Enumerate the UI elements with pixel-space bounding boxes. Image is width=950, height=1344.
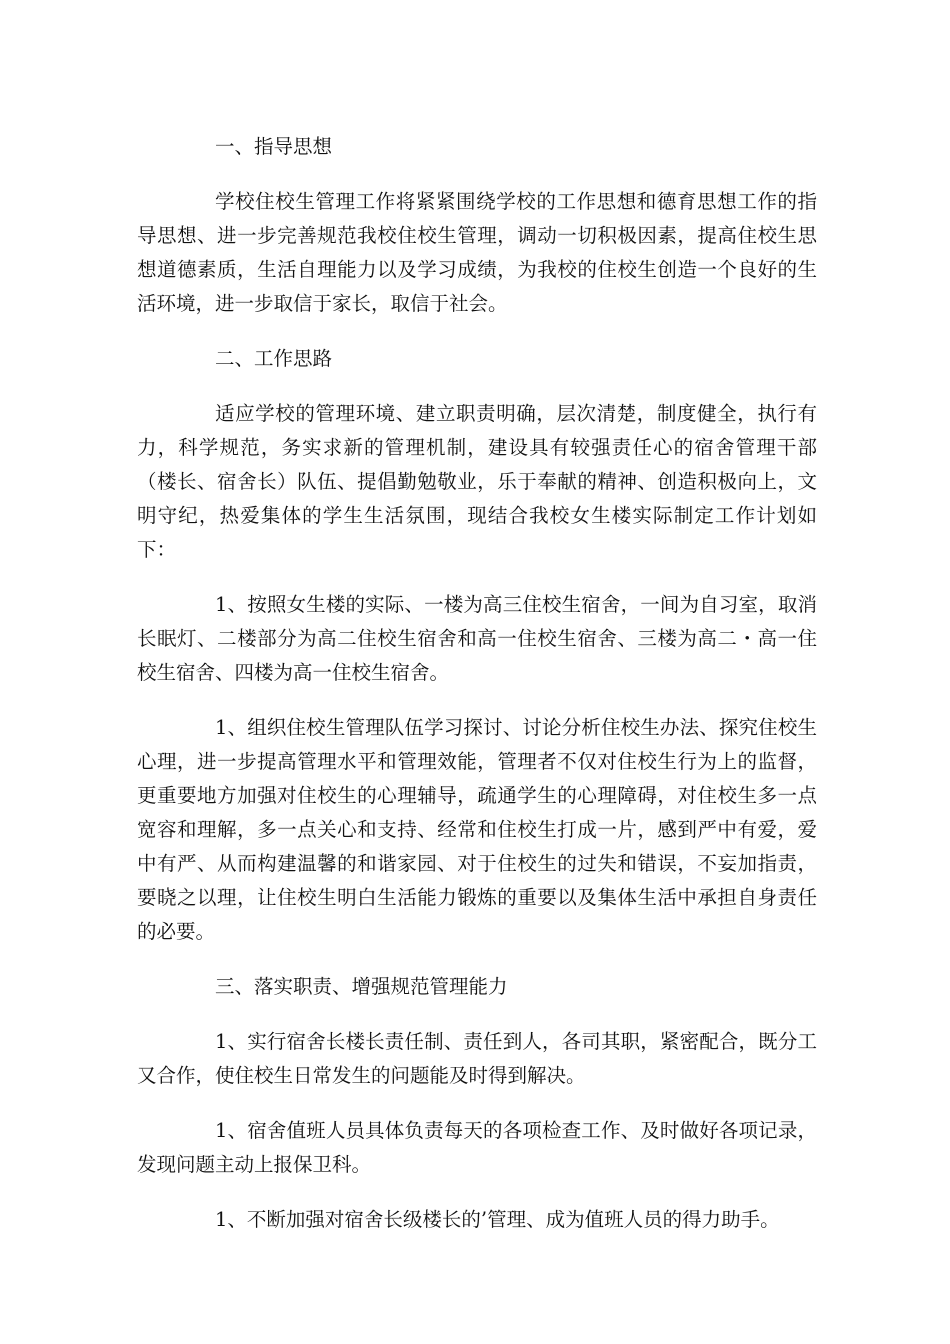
paragraph-dorm-allocation: 1、按照女生楼的实际、一楼为高三住校生宿舍，一间为自习室，取消长眠灯、二楼部分为高二住校生宿舍和高一住校生宿舍、三楼为高二・高一住校生宿舍、四楼为高一住校生宿舍。 (137, 593, 817, 684)
section-heading-work-approach: 二、工作思路 (215, 347, 333, 370)
paragraph-guiding-ideology: 学校住校生管理工作将紧紧围绕学校的工作思想和德育思想工作的指导思想、进一步完善规范我校住校生管理，调动一切积极因素，提高住校生思想道德素质，生活自理能力以及学习成绩，为我校的住校生创造一个良好的生活环境，进一步取信于家长，取信于社会。 (137, 190, 817, 315)
section-heading-guiding-ideology: 一、指导思想 (215, 135, 333, 158)
document-body (137, 130, 817, 1258)
paragraph-duty-staff: 1、宿舍值班人员具体负责每天的各项检查工作、及时做好各项记录，发现问题主动上报保卫科。 (137, 1119, 817, 1176)
section-heading-responsibilities: 三、落实职责、增强规范管理能力 (215, 975, 508, 998)
paragraph-responsibility-system: 1、实行宿舍长楼长责任制、责任到人，各司其职，紧密配合，既分工又合作，使住校生日常发生的问题能及时得到解决。 (137, 1030, 817, 1087)
paragraph-management-team: 1、组织住校生管理队伍学习探讨、讨论分析住校生办法、探究住校生心理，进一步提高管理水平和管理效能，管理者不仅对住校生行为上的监督，更重要地方加强对住校生的心理辅导，疏通学生的心理障碍，对住校生多一点宽容和理解，多一点关心和支持、经常和住校生打成一片，感到严中有爱，爱中有严、从而构建温馨的和谐家园、对于住校生的过失和错误，不妄加指责，要晓之以理，让住校生明白生活能力锻炼的重要以及集体生活中承担自身责任的必要。 (137, 716, 817, 943)
paragraph-work-approach: 适应学校的管理环境、建立职责明确，层次清楚，制度健全，执行有力，科学规范，务实求新的管理机制，建设具有较强责任心的宿舍管理干部（楼长、宿舍长）队伍、提倡勤勉敬业，乐于奉献的精神、创造积极向上，文明守纪，热爱集体的学生生活氛围，现结合我校女生楼实际制定工作计划如下： (137, 402, 817, 561)
paragraph-dorm-leaders: 1、不断加强对宿舍长级楼长的’管理、成为值班人员的得力助手。 (215, 1208, 780, 1231)
